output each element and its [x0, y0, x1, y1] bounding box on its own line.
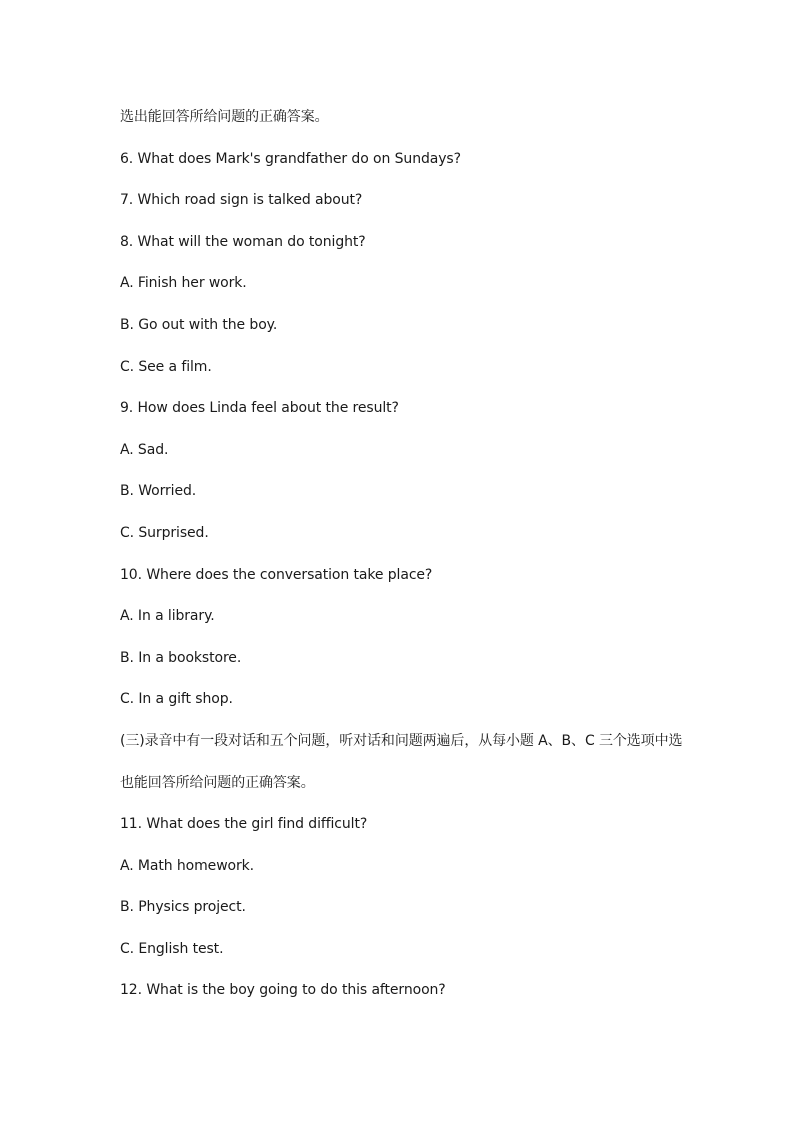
- question-9-option-c: C. Surprised.: [120, 524, 209, 541]
- question-9-option-b: B. Worried.: [120, 483, 197, 500]
- question-10-option-b: B. In a bookstore.: [120, 649, 242, 666]
- question-12: 12. What is the boy going to do this afternoon?: [120, 982, 446, 999]
- question-8: 8. What will the woman do tonight?: [120, 233, 366, 250]
- question-11-option-b: B. Physics project.: [120, 899, 246, 916]
- question-9: 9. How does Linda feel about the result?: [120, 400, 399, 417]
- question-10: 10. Where does the conversation take place?: [120, 566, 433, 583]
- question-11-option-c: C. English test.: [120, 940, 224, 957]
- question-6: 6. What does Mark's grandfather do on Sundays?: [120, 150, 461, 167]
- question-8-option-a: A. Finish her work.: [120, 275, 247, 292]
- question-8-option-c: C. See a film.: [120, 358, 212, 375]
- question-11-option-a: A. Math homework.: [120, 857, 255, 874]
- question-8-option-b: B. Go out with the boy.: [120, 316, 278, 333]
- question-10-option-a: A. In a library.: [120, 608, 215, 625]
- question-10-option-c: C. In a gift shop.: [120, 691, 233, 708]
- question-9-option-a: A. Sad.: [120, 441, 169, 458]
- question-11: 11. What does the girl find difficult?: [120, 816, 368, 833]
- document-text: [120, 105, 720, 1020]
- instruction-continuation: 选出能回答所给问题的正确答案。: [120, 109, 329, 125]
- section-3-instruction-continuation: 也能回答所给问题的正确答案。: [120, 774, 315, 791]
- question-7: 7. Which road sign is talked about?: [120, 192, 363, 209]
- section-3-instruction: (三)录音中有一段对话和五个问题，听对话和问题两遍后，从每小题 A、B、C 三个选项中选: [120, 732, 683, 749]
